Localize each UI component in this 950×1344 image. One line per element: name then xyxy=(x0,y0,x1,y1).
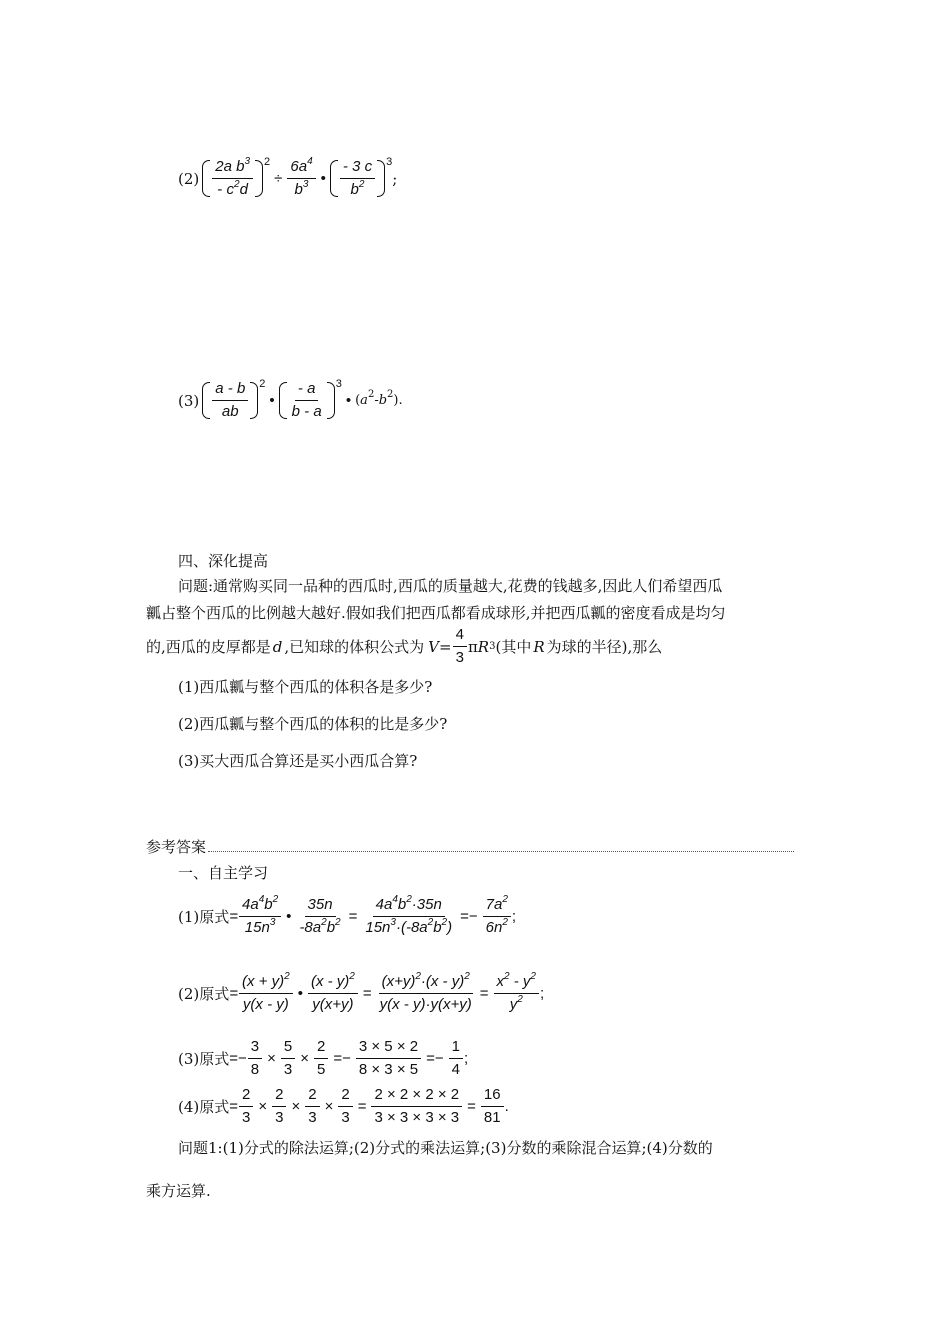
expr-fraction: $\frac{- 3 c}{b^2}$ xyxy=(340,158,375,199)
answers-subheading: 一、自主学习 xyxy=(178,864,269,882)
exercise-3 xyxy=(178,380,403,421)
expr-fraction: $\frac{6a^4}{b^3}$ xyxy=(287,158,315,199)
answer-3 xyxy=(178,1038,468,1079)
exercise-2-label: (2) xyxy=(178,169,200,188)
exponent: 3 xyxy=(386,156,393,168)
answer-2 xyxy=(178,973,544,1014)
problem-line-3-e: 为球的半径),那么 xyxy=(546,637,663,656)
problem-line-1: 问题:通常购买同一品种的西瓜时,西瓜的质量越大,花费的钱越多,因此人们希望西瓜 xyxy=(178,577,723,595)
dot-sign: • xyxy=(320,170,326,187)
answer-2-label: (2)原式 xyxy=(178,984,230,1003)
expr-paren-1 xyxy=(202,380,258,421)
expr-paren-2 xyxy=(330,158,385,199)
answers-heading-row xyxy=(146,836,794,858)
note-line-2: 乘方运算. xyxy=(146,1182,211,1200)
expr-tail: $(a^2-b^2)$. xyxy=(355,388,403,408)
expr-paren-2 xyxy=(279,380,335,421)
problem-line-3 xyxy=(146,626,662,667)
expr-fraction: $\frac{a - b}{ab}$ xyxy=(212,380,248,421)
answer-4 xyxy=(178,1086,509,1127)
exercise-3-label: (3) xyxy=(178,391,200,410)
dot-sign: • xyxy=(345,392,352,409)
semicolon: ; xyxy=(392,169,398,188)
problem-line-3-a: 的,西瓜的皮厚都是 xyxy=(146,637,271,656)
answer-1-expr: = $\frac{4a^4b^2}{15n^3}$ • $\frac{35n}{-8a^2b^2}$ = $\frac{4a^4b^2\cdot 35n}{15n^3\cdot(-8a^2b^2)}$ =− $\frac{7a^2}{6n^2}$ ; xyxy=(229,894,517,936)
var-d: d xyxy=(272,637,283,656)
note-line-1: 问题1:(1)分式的除法运算;(2)分式的乘法运算;(3)分数的乘除混合运算;(4)分数的 xyxy=(178,1139,713,1157)
dot-sign: • xyxy=(269,392,275,409)
expr-fraction: $\frac{- a}{b - a}$ xyxy=(291,380,322,420)
answer-1-label: (1)原式 xyxy=(178,907,230,926)
exponent: 2 xyxy=(259,378,266,390)
problem-line-3-b: ,已知球的体积公式为 xyxy=(284,637,425,656)
answer-3-label: (3)原式 xyxy=(178,1049,230,1068)
var-r: R xyxy=(533,637,545,656)
answers-heading: 参考答案 xyxy=(146,838,207,856)
expr-paren-1 xyxy=(202,158,263,199)
problem-line-2: 瓤占整个西瓜的比例越大越好.假如我们把西瓜都看成球形,并把西瓜瓤的密度看成是均匀 xyxy=(146,604,726,622)
sphere-volume-formula: V = $\frac{4}{3}$ π R 3 xyxy=(428,626,496,666)
answer-1 xyxy=(178,896,516,937)
exponent: 2 xyxy=(264,156,271,168)
answer-4-expr: = $\frac{2}{3}$ × $\frac{2}{3}$ × $\frac{2}{3}$ × $\frac{2}{3}$ = $\frac{2 \times 2 \times 2 \times 2}{3 \times 3 \times 3 \times 3}$ = $\frac{16}{81}$ . xyxy=(229,1086,509,1126)
answer-3-expr: =− $\frac{3}{8}$ × $\frac{5}{3}$ × $\frac{2}{5}$ =− $\frac{3 \times 5 \times 2}{8 \times 3 \times 5}$ =− $\frac{1}{4}$ ; xyxy=(229,1038,469,1078)
divide-sign: ÷ xyxy=(274,170,283,187)
question-2: (2)西瓜瓤与整个西瓜的体积的比是多少? xyxy=(178,715,448,733)
question-3: (3)买大西瓜合算还是买小西瓜合算? xyxy=(178,752,418,770)
exponent: 3 xyxy=(335,378,342,390)
expr-fraction: $\frac{2a b^3}{- c^2d}$ xyxy=(212,158,253,199)
section-4-title: 四、深化提高 xyxy=(178,552,269,570)
problem-line-3-c: (其中 xyxy=(495,637,532,656)
question-1: (1)西瓜瓤与整个西瓜的体积各是多少? xyxy=(178,678,433,696)
dotted-leader xyxy=(208,836,794,852)
answer-4-label: (4)原式 xyxy=(178,1097,230,1116)
answer-2-expr: = $\frac{(x + y)^2}{y(x - y)}$ • $\frac{(x - y)^2}{y(x+y)}$ = $\frac{(x+y)^2\cdot(x - y)^2}{y(x - y)\cdot y(x+y)}$ = $\frac{x^2 - y^2}{y^2}$ ; xyxy=(229,971,545,1013)
exercise-2 xyxy=(178,158,397,199)
